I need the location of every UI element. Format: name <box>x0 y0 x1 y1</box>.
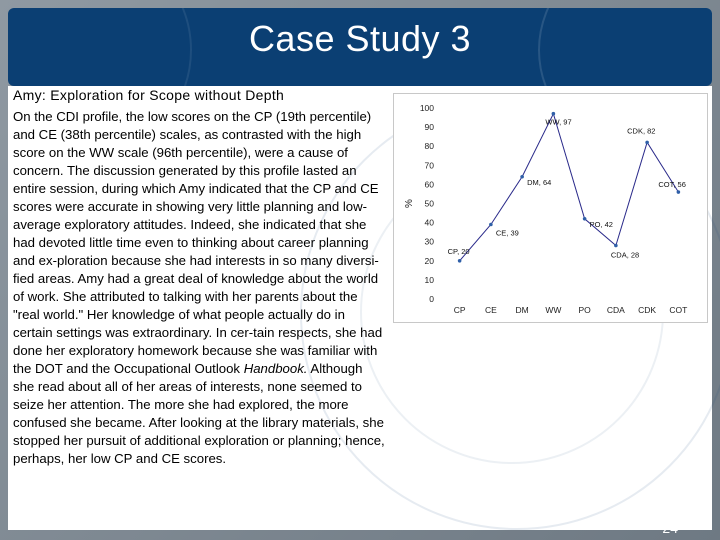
data-point <box>552 112 556 116</box>
data-label: CP, 20 <box>447 246 470 256</box>
y-tick-label: 30 <box>424 236 434 247</box>
x-tick-label: DM <box>515 305 529 315</box>
data-label: DM, 64 <box>527 177 552 187</box>
data-point <box>645 141 649 145</box>
x-tick-label: COT <box>669 305 688 315</box>
body-text-main: On the CDI profile, the low scores on the CP (19th percentile) and CE (38th percentile) scales, as contrasted with the high score on the WW scale (96th percentile), were a cause of concern. The discussion generated by this profile lasted an entire session, during which Amy indicated that the CP and CE scores were accurate in showing very little planning and low-average exploratory attitudes. Indeed, she indicated that she had devoted little time even to thinking about career planning and ex-ploration because she had interests in so many diversi-fied areas. Amy had a great deal of knowledge about the world of work. She attributed to talking with her parents about the "real world." Her knowledge of what people actually do in certain settings was extraordinary. In cer-tain respects, she had done her exploratory homework because she was familiar with the DOT and the Occupational Outlook <box>13 109 383 376</box>
x-tick-label: CE <box>484 305 497 315</box>
data-point <box>583 217 587 221</box>
x-tick-label: CDA <box>606 305 625 315</box>
y-axis-label: % <box>404 199 415 208</box>
slide-subtitle: Amy: Exploration for Scope without Depth <box>13 87 285 103</box>
data-label: PO, 42 <box>589 219 613 229</box>
page-number: 24 <box>662 520 678 536</box>
body-paragraph <box>13 108 385 468</box>
y-tick-label: 90 <box>424 122 434 133</box>
data-label: COT, 56 <box>658 180 686 190</box>
x-tick-label: PO <box>578 305 591 315</box>
y-tick-label: 70 <box>424 160 434 171</box>
y-tick-label: 100 <box>419 103 434 113</box>
data-point <box>677 190 681 194</box>
body-text-italic: Handbook. <box>243 361 308 376</box>
y-tick-label: 0 <box>429 294 434 304</box>
y-tick-label: 40 <box>424 217 434 228</box>
cdi-profile-chart <box>393 93 708 323</box>
y-tick-label: 60 <box>424 179 434 190</box>
y-tick-label: 20 <box>424 255 434 266</box>
y-tick-label: 80 <box>424 141 434 152</box>
slide-title: Case Study 3 <box>248 18 472 59</box>
x-tick-label: WW <box>545 305 562 315</box>
data-label: CDA, 28 <box>610 250 640 260</box>
data-point <box>614 244 618 248</box>
y-tick-label: 50 <box>424 198 434 209</box>
y-tick-label: 10 <box>424 274 434 285</box>
body-text-tail: Although she read about all of her areas of interests, none seemed to seize her attention. The more she had explored, the more confused she became. After looking at the library materials, she stopped her pursuit of additional exploration or planning; hence, perhaps, her low CP and CE scores. <box>13 361 385 466</box>
data-label: WW, 97 <box>545 117 572 127</box>
series-line <box>460 114 679 261</box>
data-point <box>458 259 462 263</box>
data-label: CE, 39 <box>495 228 519 238</box>
chart-svg <box>394 94 707 322</box>
x-tick-label: CDK <box>638 305 657 315</box>
data-label: CDK, 82 <box>627 126 656 136</box>
x-tick-label: CP <box>453 305 466 315</box>
data-point <box>520 175 524 179</box>
data-point <box>489 223 493 227</box>
